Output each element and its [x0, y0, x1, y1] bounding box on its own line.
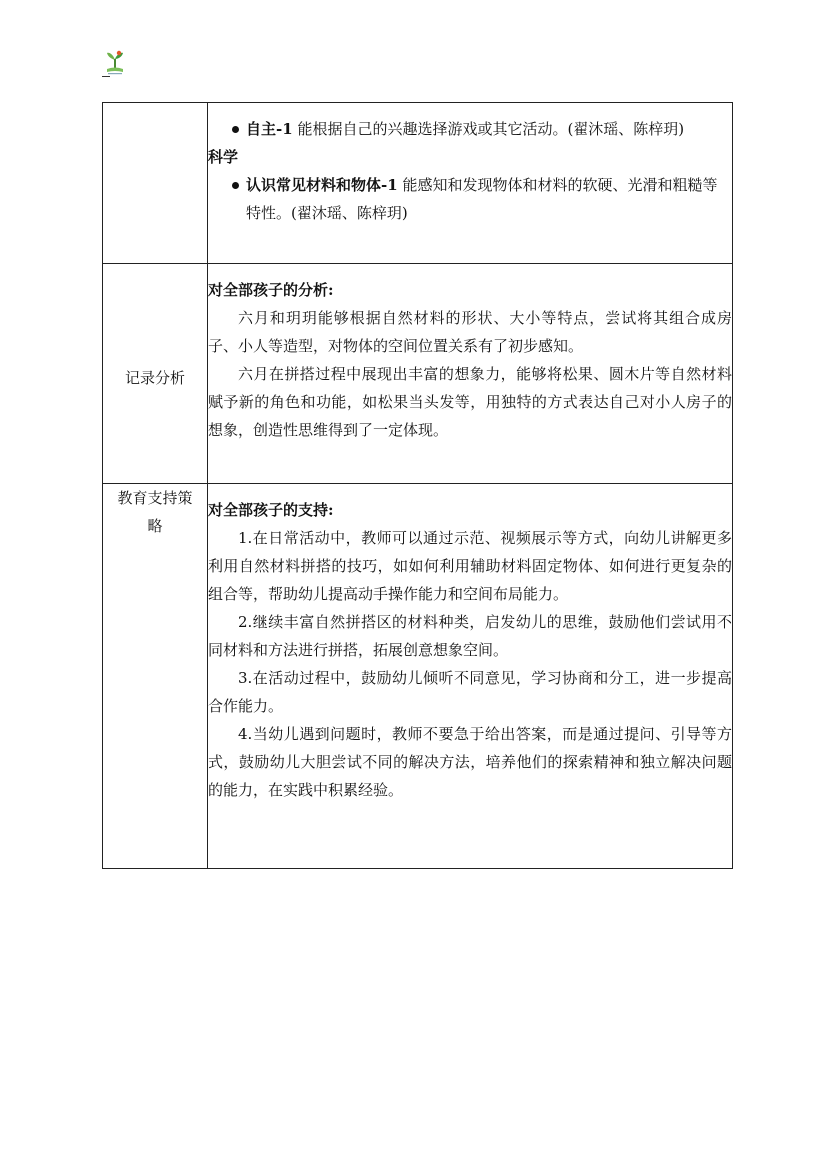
goal-text: 能根据自己的兴趣选择游戏或其它活动。(翟沐瑶、陈梓玥): [292, 120, 685, 138]
analysis-paragraph: 六月和玥玥能够根据自然材料的形状、大小等特点，尝试将其组合成房子、小人等造型，对物体的空间位置关系有了初步感知。: [208, 309, 732, 355]
strategy-paragraph: 1.在日常活动中，教师可以通过示范、视频展示等方式，向幼儿讲解更多利用自然材料拼搭的技巧，如如何利用辅助材料固定物体、如何进行更复杂的组合等，帮助幼儿提高动手操作能力和空间布局能力。: [208, 529, 732, 603]
goal-item: [208, 171, 732, 227]
analysis-paragraph: 六月在拼搭过程中展现出丰富的想象力，能够将松果、圆木片等自然材料赋予新的角色和功能，如松果当头发等，用独特的方式表达自己对小人房子的想象，创造性思维得到了一定体现。: [208, 365, 732, 439]
table-row: [103, 484, 733, 869]
row-label-strategy: 教育支持策略: [103, 484, 208, 869]
strategy-cell: [208, 484, 733, 869]
analysis-heading: 对全部孩子的分析:: [208, 281, 334, 299]
row-label-analysis: 记录分析: [103, 264, 208, 484]
table-row: [103, 264, 733, 484]
goal-term: 自主-1: [246, 120, 293, 138]
goal-text: 能感知和发现物体和材料的软硬、光滑和粗糙等特性。(翟沐瑶、陈梓玥): [246, 176, 718, 222]
strategy-heading: 对全部孩子的支持:: [208, 501, 334, 519]
bullet-dot-icon: [232, 126, 239, 133]
record-table: [102, 102, 733, 869]
table-row: [103, 103, 733, 264]
sprout-logo-icon: [104, 50, 126, 76]
strategy-paragraph: 3.在活动过程中，鼓励幼儿倾听不同意见，学习协商和分工，进一步提高合作能力。: [208, 669, 732, 715]
header-rule: [102, 76, 110, 77]
goals-cell: [208, 103, 733, 264]
goal-item: [208, 115, 732, 143]
strategy-paragraph: 4.当幼儿遇到问题时，教师不要急于给出答案，而是通过提问、引导等方式，鼓励幼儿大胆尝试不同的解决方法，培养他们的探索精神和独立解决问题的能力，在实践中积累经验。: [208, 725, 732, 799]
strategy-paragraph: 2.继续丰富自然拼搭区的材料种类，启发幼儿的思维，鼓励他们尝试用不同材料和方法进行拼搭，拓展创意想象空间。: [208, 613, 732, 659]
analysis-cell: [208, 264, 733, 484]
goal-term: 认识常见材料和物体-1: [246, 176, 398, 194]
bullet-dot-icon: [232, 182, 239, 189]
subject-heading: 科学: [208, 148, 239, 166]
row-label-empty: [103, 103, 208, 264]
